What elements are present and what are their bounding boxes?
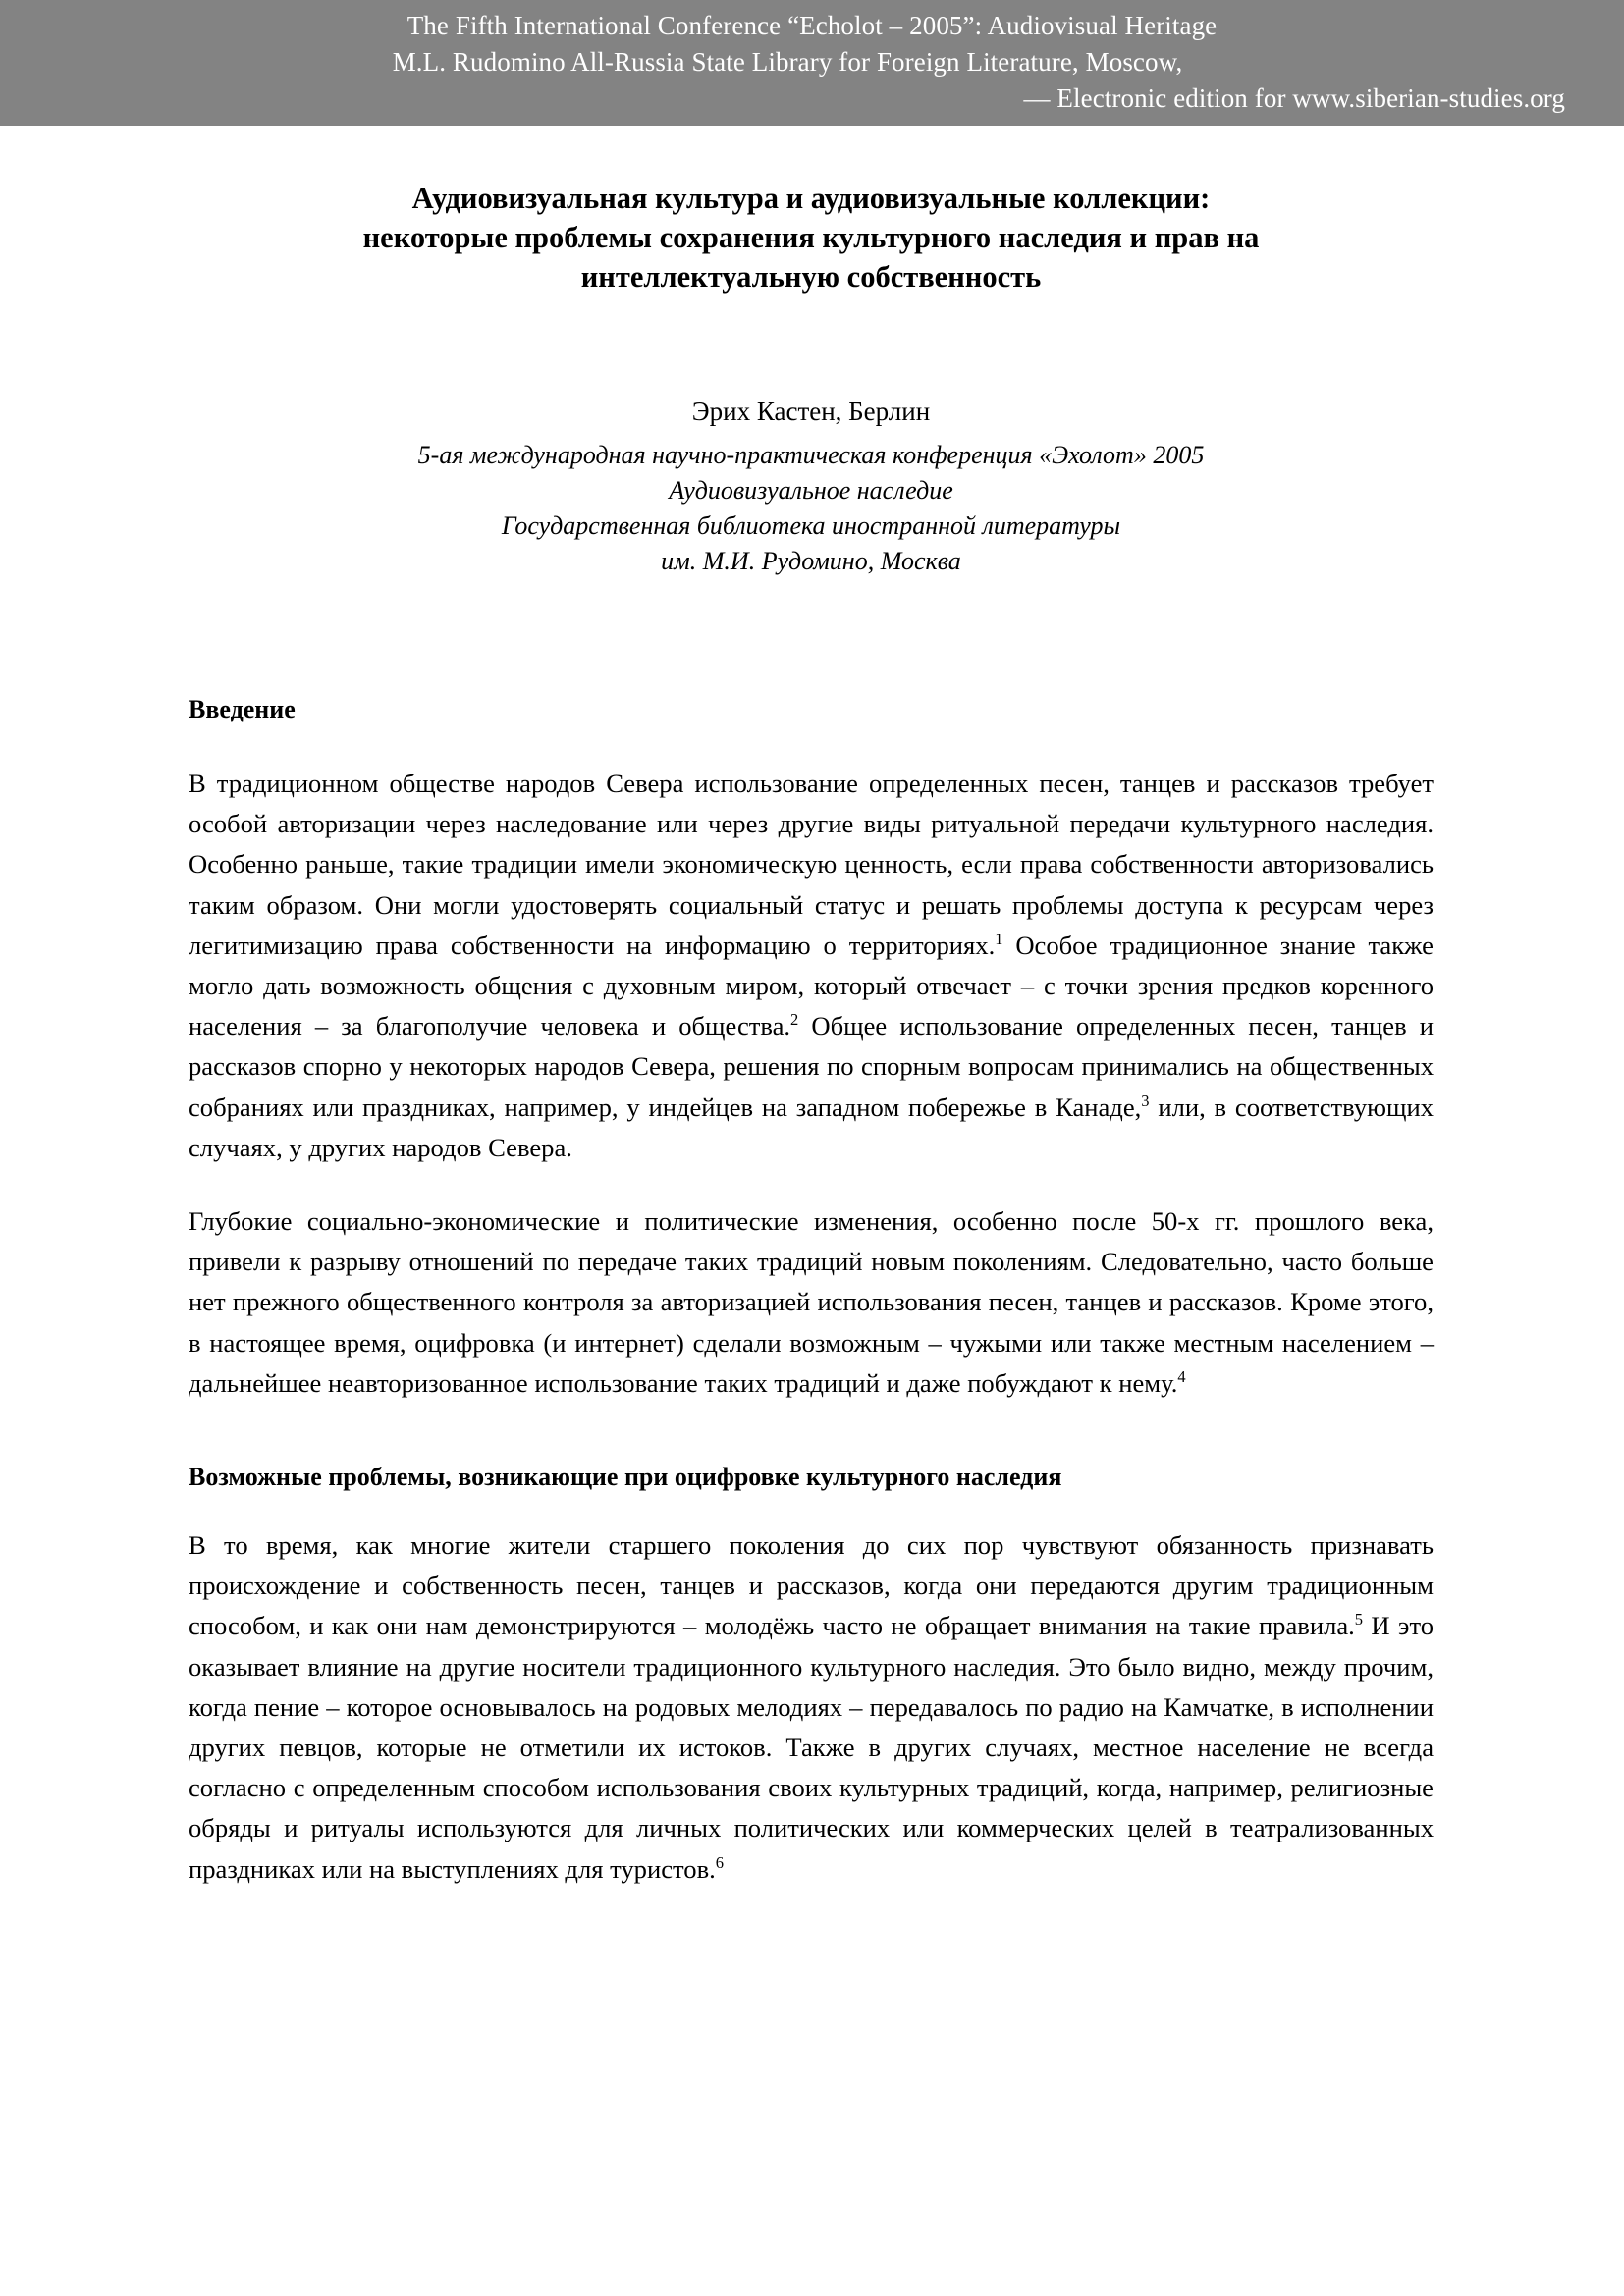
author-block (189, 393, 1434, 579)
footnote-marker-1: 1 (995, 929, 1003, 948)
page-title-line-2: некоторые проблемы сохранения культурного наследия и прав на (362, 221, 1260, 254)
conference-banner (0, 0, 1624, 126)
paragraph-problems-1 (189, 1525, 1434, 1890)
paragraph-text: В традиционном обществе народов Севера использование определенных песен, танцев и рассказов требует особой авторизации через наследование или через другие виды ритуальной передачи культурного наследия. Особенно раньше, такие традиции имели экономическую ценность, если права собственности авторизовались таким образом. Они могли удостоверять социальный статус и решать проблемы доступа к ресурсам через легитимизацию права собственности на информацию о территориях. (189, 769, 1434, 960)
page-title-line-1: Аудиовизуальная культура и аудиовизуальные коллекции: (411, 182, 1211, 215)
affiliation-line-theme: Аудиовизуальное наследие (669, 476, 953, 505)
footnote-marker-5: 5 (1354, 1610, 1364, 1629)
banner-line-edition: — Electronic edition for www.siberian-studies.org (1023, 83, 1565, 113)
paragraph-text: Особое традиционное знание также могло дать возможность общения с духовным миром, который отвечает – с точки зрения предков коренного населения – за благополучие человека и общества. (189, 930, 1434, 1041)
paragraph-text: В то время, как многие жители старшего поколения до сих пор чувствуют обязанность признавать происхождение и собственность песен, танцев и рассказов, когда они передаются другим традиционным способом, и как они нам демонстрируются – молодёжь часто не обращает внимания на такие правила. (189, 1530, 1434, 1641)
footnote-marker-3: 3 (1141, 1091, 1150, 1110)
footnote-marker-6: 6 (715, 1852, 725, 1872)
affiliation-line-city: им. М.И. Рудомино, Москва (661, 547, 961, 575)
paragraph-intro-2 (189, 1201, 1434, 1404)
banner-line-conference: The Fifth International Conference “Echolot – 2005”: Audiovisual Heritage (406, 11, 1218, 40)
page-title-line-3: интеллектуальную собственность (580, 260, 1042, 294)
paragraph-text: Общее использование определенных песен, танцев и рассказов спорно у некоторых народов Севера, решения по спорным вопросам принимались на общественных собраниях или праздниках, например, у индейцев на западном побережье в Канаде, (189, 1011, 1434, 1122)
banner-line-library: M.L. Rudomino All-Russia State Library for Foreign Literature, Moscow, (392, 47, 1183, 77)
affiliation-block (189, 438, 1434, 579)
footnote-marker-2: 2 (790, 1010, 799, 1030)
section-heading-possible-problems: Возможные проблемы, возникающие при оцифровке культурного наследия (189, 1463, 1062, 1492)
author-name: Эрих Кастен, Берлин (691, 397, 931, 426)
paragraph-text: или, в соответствующих случаях, у других народов Севера. (189, 1092, 1434, 1162)
paragraph-text: Глубокие социально-экономические и политические изменения, особенно после 50-х гг. прошлого века, привели к разрыву отношений по передаче таких традиций новым поколениям. Следовательно, часто больше нет прежного общественного контроля за авторизацией использования песен, танцев и рассказов. Кроме этого, в настоящее время, оцифровка (и интернет) сделали возможным – чужыми или также местным населением – дальнейшее неавторизованное использование таких традиций и даже побуждают к нему. (189, 1206, 1434, 1398)
paragraph-text: И это оказывает влияние на другие носители традиционного культурного наследия. Это было видно, между прочим, когда пение – которое основывалось на родовых мелодиях – передавалось по радио на Камчатке, в исполнении других певцов, которые не отметили их истоков. Также в других случаях, местное население не всегда согласно с определенным способом использования своих культурных традиций, когда, например, религиозные обряды и ритуалы используются для личных политических или коммерческих целей в театрализованных праздниках или на выступлениях для туристов. (189, 1611, 1435, 1884)
affiliation-line-conference: 5-ая международная научно-практическая конференция «Эхолот» 2005 (417, 441, 1205, 469)
title-block (189, 179, 1434, 296)
affiliation-line-library: Государственная библиотека иностранной литературы (501, 511, 1121, 540)
document-page (0, 179, 1624, 1890)
section-heading-introduction: Введение (189, 695, 296, 723)
footnote-marker-4: 4 (1177, 1366, 1186, 1386)
paragraph-intro-1 (189, 764, 1434, 1168)
